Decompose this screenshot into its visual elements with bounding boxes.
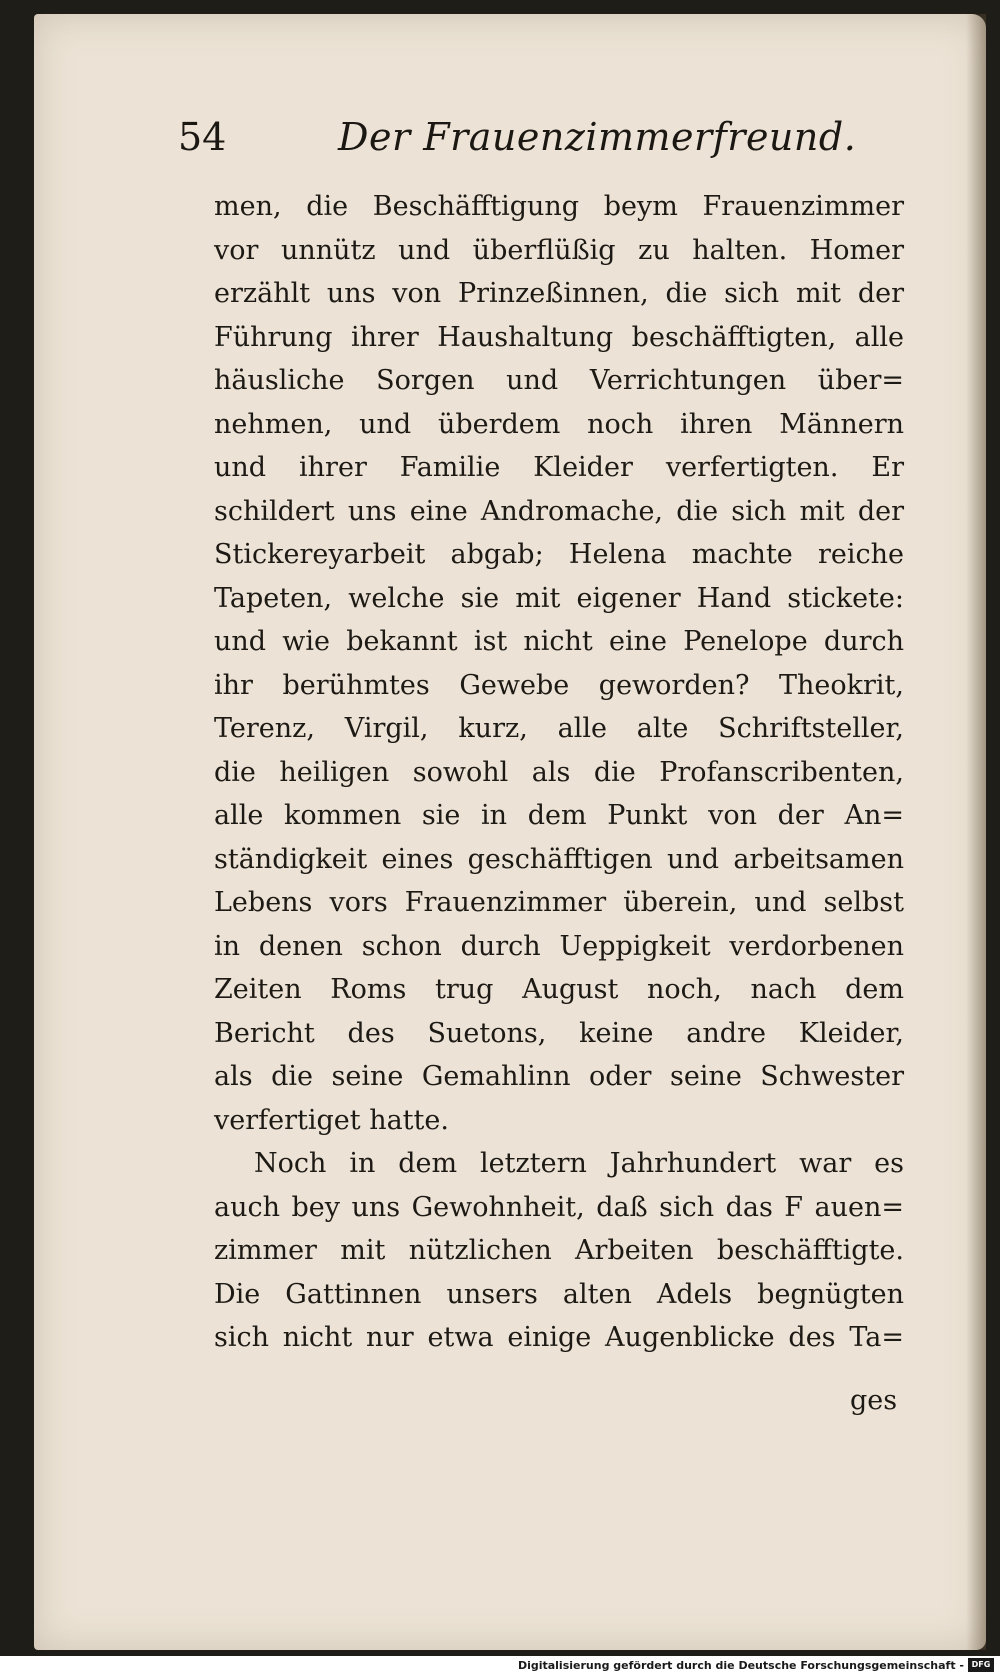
text-line: häusliche Sorgen und Verrichtungen über= [214, 365, 904, 396]
footer-credit: Digitalisierung gefördert durch die Deutsche Forschungsgemeinschaft - [517, 1659, 964, 1672]
text-line: vor unnütz und überflüßig zu halten. Homer [214, 234, 904, 266]
text-line: men, die Beschäfftigung beym Frauenzimmer [214, 191, 904, 222]
catchword: ges [850, 1385, 898, 1416]
text-line: ständigkeit eines geschäfftigen und arbeitsamen [214, 843, 904, 875]
text-line: nehmen, und überdem noch ihren Männern [214, 408, 904, 440]
text-line: und ihrer Familie Kleider verfertigten. Er [214, 452, 904, 483]
text-line: als die seine Gemahlinn oder seine Schwester [214, 1061, 904, 1092]
text-line: auch bey uns Gewohnheit, daß sich das F auen= [214, 1191, 904, 1223]
page-number: 54 [178, 115, 227, 159]
text-line: erzählt uns von Prinzeßinnen, die sich mit der [214, 278, 904, 309]
text-line: und wie bekannt ist nicht eine Penelope durch [214, 626, 904, 657]
text-line: zimmer mit nützlichen Arbeiten beschäfftigte. [214, 1235, 904, 1266]
text-line: Die Gattinnen unsers alten Adels begnügten [214, 1278, 904, 1310]
text-line: alle kommen sie in dem Punkt von der An= [214, 800, 904, 831]
text-line: Bericht des Suetons, keine andre Kleider, [214, 1017, 904, 1049]
text-line: die heiligen sowohl als die Profanscribenten, [214, 756, 904, 788]
text-line: verfertiget hatte. [214, 1104, 449, 1136]
text-line: Tapeten, welche sie mit eigener Hand stickete: [214, 582, 904, 614]
text-line: schildert uns eine Andromache, die sich mit der [214, 495, 904, 527]
text-line: sich nicht nur etwa einige Augenblicke des Ta= [214, 1322, 904, 1353]
text-line: Zeiten Roms trug August noch, nach dem [214, 974, 904, 1005]
dfg-logo-icon: DFG [968, 1658, 994, 1672]
running-title: Der Frauenzimmerfreund. [338, 115, 857, 159]
page-header [178, 115, 898, 175]
body-text [214, 185, 904, 1360]
text-line: Terenz, Virgil, kurz, alle alte Schriftsteller, [214, 713, 904, 744]
text-line: in denen schon durch Ueppigkeit verdorbenen [214, 930, 904, 962]
text-line: Lebens vors Frauenzimmer überein, und selbst [214, 887, 904, 918]
text-line: Führung ihrer Haushaltung beschäfftigten, alle [214, 321, 904, 353]
text-line: Noch in dem letztern Jahrhundert war es [254, 1148, 904, 1179]
text-line: Stickereyarbeit abgab; Helena machte reiche [214, 539, 904, 570]
text-line: ihr berühmtes Gewebe geworden? Theokrit, [214, 669, 904, 701]
